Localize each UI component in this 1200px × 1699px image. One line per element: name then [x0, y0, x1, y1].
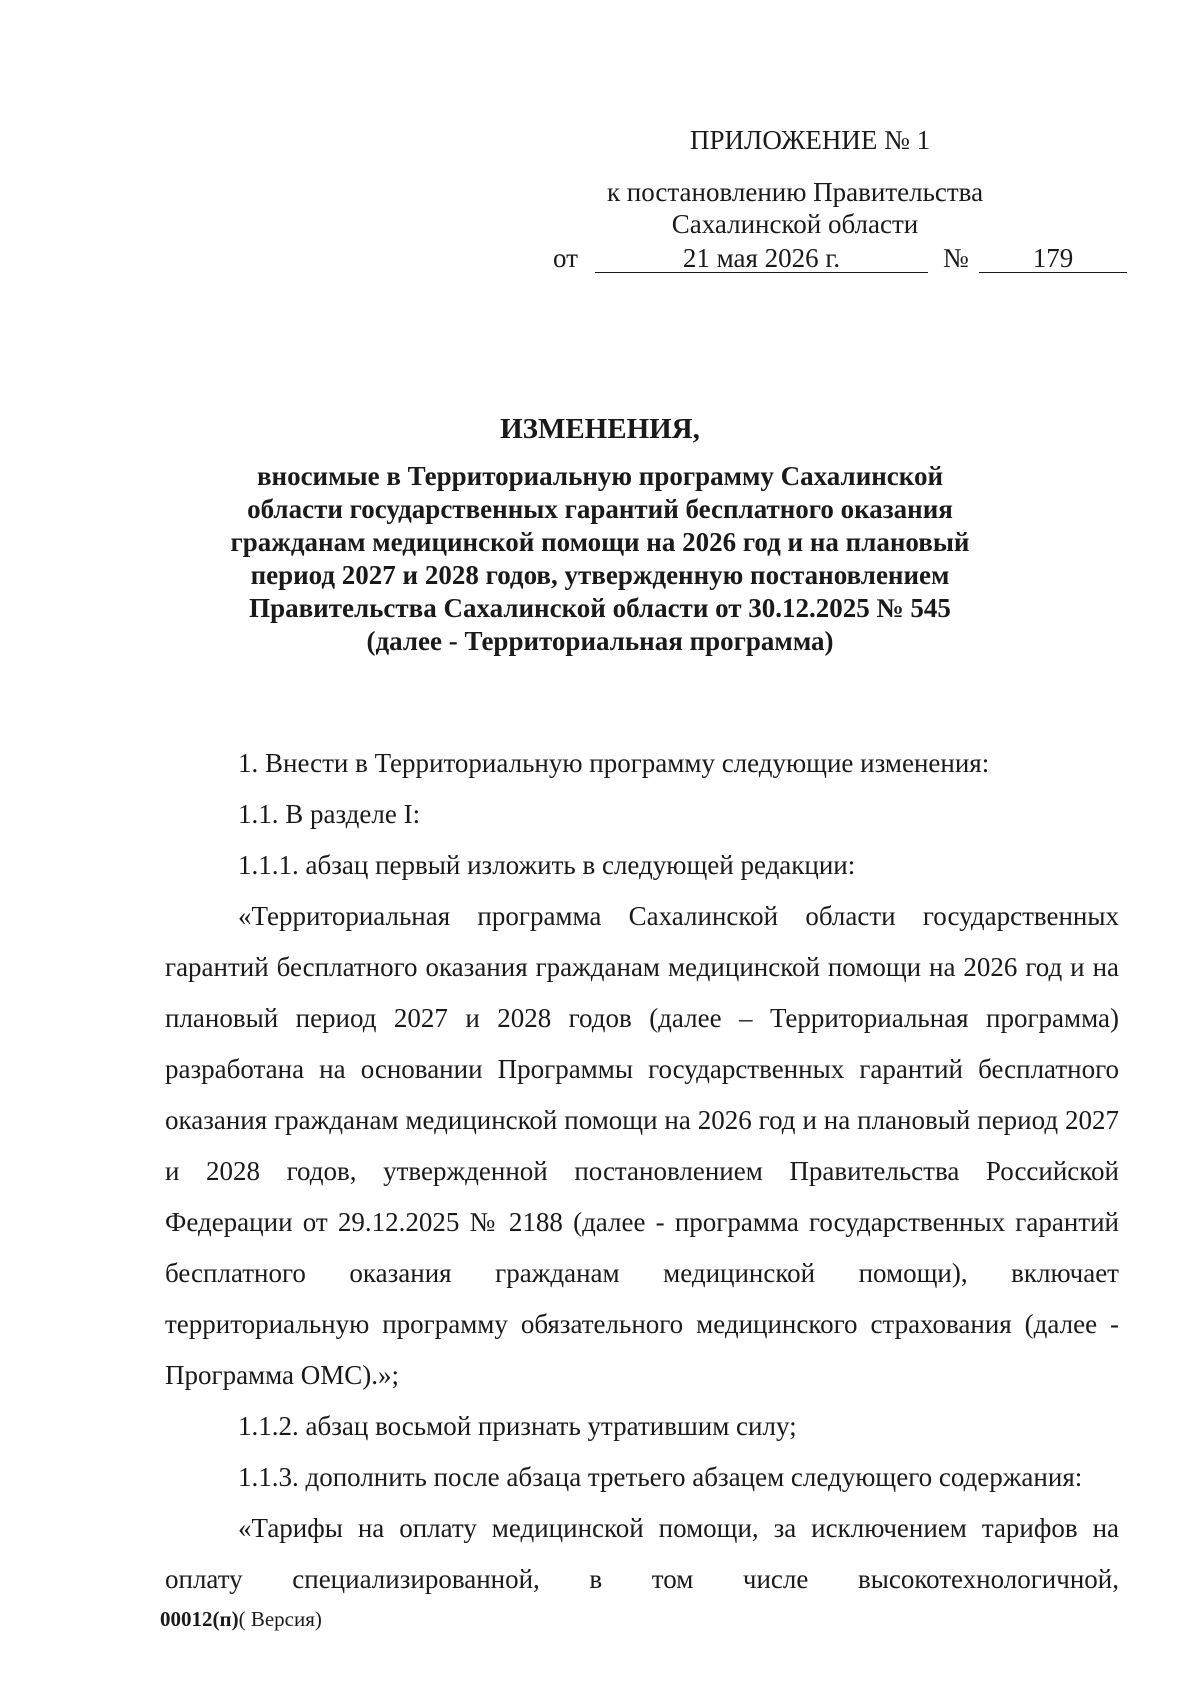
paragraph-quote-program: «Территориальная программа Сахалинской области государственных гарантий бесплатного оказания гражданам медицинской помощи на 2026 год и на плановый период 2027 и 2028 годов (далее – Территориальная программа) разработана на основании Программы государственных гарантий бесплатного оказания гражданам медицинской помощи на 2026 год и на плановый период 2027 и 2028 годов, утвержденной постановлением Правительства Российской Федерации от 29.12.2025 № 2188 (далее - программа государственных гарантий бесплатного оказания гражданам медицинской помощи), включает территориальную программу обязательного медицинского страхования (далее - Программа ОМС).»; [165, 901, 1119, 1390]
document-subheading: вносимые в Территориальную программу Сахалинской области государственных гарантий бесплатного оказания гражданам медицинской помощи на 2026 год и на плановый период 2027 и 2028 годов, утвержденную постановлением Правительства Сахалинской области от 30.12.2025 № 545 (далее - Территориальная программа) [230, 461, 970, 656]
date-prefix: от [553, 243, 578, 273]
decree-date-line [553, 242, 1128, 276]
appendix-title: ПРИЛОЖЕНИЕ № 1 [690, 125, 931, 155]
paragraph-quote-tariffs: «Тарифы на оплату медицинской помощи, за исключением тарифов на оплату специализированной, в том числе высокотехнологичной, [165, 1513, 1119, 1594]
paragraph-1: 1. Внести в Территориальную программу следующие изменения: [238, 748, 990, 778]
paragraph-1-1-3: 1.1.3. дополнить после абзаца третьего абзацем следующего содержания: [238, 1462, 1083, 1492]
paragraph-1-1-2: 1.1.2. абзац восьмой признать утратившим силу; [238, 1411, 797, 1441]
decree-date: 21 мая 2026 г. [595, 242, 928, 273]
document-version: ( Версия) [238, 1607, 322, 1631]
document-body [165, 738, 1119, 1605]
appendix-reference-line-1: к постановлению Правительства [606, 177, 984, 207]
decree-number: 179 [979, 242, 1127, 273]
appendix-reference [560, 176, 1030, 240]
document-heading: ИЗМЕНЕНИЯ, [500, 413, 700, 445]
appendix-reference-line-2: Сахалинской области [671, 209, 919, 239]
document-footer [160, 1606, 322, 1632]
number-sign: № [943, 243, 969, 273]
paragraph-1-1: 1.1. В разделе I: [238, 799, 421, 829]
paragraph-1-1-1: 1.1.1. абзац первый изложить в следующей редакции: [238, 850, 856, 880]
document-code: 00012(п) [160, 1607, 239, 1631]
